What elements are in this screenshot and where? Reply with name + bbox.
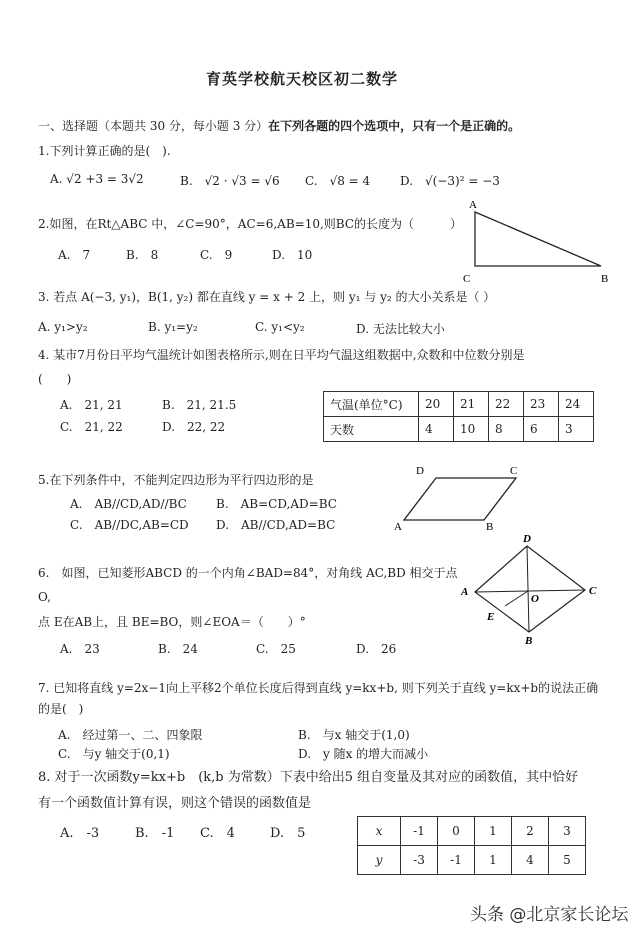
- q2-stem: 2.如图，在Rt△ABC 中，∠C=90°，AC=6,AB=10,则BC的长度为（ ）: [38, 217, 462, 231]
- q2-option-a: A. 7: [58, 248, 91, 262]
- label-a: A: [469, 199, 477, 211]
- table-cell: 3: [549, 817, 586, 846]
- label-d: D: [416, 465, 424, 477]
- q6-stem-line1: 6. 如图，已知菱形ABCD 的一个内角∠BAD=84°，对角线 AC,BD 相交于点: [38, 566, 458, 580]
- q6-option-d: D. 26: [356, 642, 397, 656]
- table-cell: 8: [489, 417, 524, 442]
- diagonal-ac: [475, 590, 585, 592]
- q3-option-b: B. y₁=y₂: [148, 320, 198, 334]
- table-cell: -1: [401, 817, 438, 846]
- parallelogram-abcd: [404, 478, 516, 520]
- q8-function-table: [357, 816, 586, 875]
- table-cell: 2: [512, 817, 549, 846]
- table-row: [324, 392, 594, 417]
- label-a: A: [394, 521, 402, 532]
- table-cell: 20: [419, 392, 454, 417]
- q7-option-c: C. 与y 轴交于(0,1): [58, 747, 170, 761]
- table-row: [358, 846, 586, 875]
- section-instruction: 在下列各题的四个选项中，只有一个是正确的。: [268, 119, 521, 133]
- q1-option-a: A. √2 +3 = 3√2: [50, 172, 144, 186]
- table-cell: 0: [438, 817, 475, 846]
- q3-option-a: A. y₁>y₂: [38, 320, 88, 334]
- q8-stem-line2: 有一个函数值计算有误，则这个错误的函数值是: [38, 796, 312, 811]
- q8-option-d: D. 5: [270, 826, 306, 841]
- q6-rhombus-figure: [455, 532, 605, 647]
- q1-option-b: B. √2 · √3 = √6: [180, 174, 280, 188]
- table-cell: 6: [524, 417, 559, 442]
- table-cell: 1: [475, 846, 512, 875]
- q8-option-b: B. -1: [135, 826, 175, 841]
- label-b: B: [601, 273, 609, 285]
- q5-stem: 5.在下列条件中，不能判定四边形为平行四边形的是: [38, 473, 314, 487]
- label-e: E: [487, 611, 495, 623]
- q4-temperature-table: [323, 391, 594, 442]
- q8-option-a: A. -3: [60, 826, 100, 841]
- section-heading-text: 一、选择题（本题共 30 分，每小题 3 分）: [38, 119, 269, 133]
- q7-stem-line2: 的是( ): [38, 702, 84, 716]
- table-cell: 3: [559, 417, 594, 442]
- q7-stem-line1: 7. 已知将直线 y=2x−1向上平移2个单位长度后得到直线 y=kx+b, 则下列关于直线 y=kx+b的说法正确: [38, 681, 599, 695]
- table-cell: 1: [475, 817, 512, 846]
- q2-option-d: D. 10: [272, 248, 313, 262]
- table-cell: 10: [454, 417, 489, 442]
- q4-stem: 4. 某市7月份日平均气温统计如图表格所示,则在日平均气温这组数据中,众数和中位数分别是: [38, 348, 525, 362]
- q6-stem-line2: O,: [38, 590, 51, 604]
- diagonal-bd: [527, 546, 529, 632]
- q5-option-a: A. AB//CD,AD//BC: [70, 497, 187, 511]
- table-cell: 5: [549, 846, 586, 875]
- label-b: B: [486, 521, 494, 532]
- q5-option-c: C. AB//DC,AB=CD: [70, 518, 189, 532]
- table-cell: 4: [419, 417, 454, 442]
- q6-option-b: B. 24: [158, 642, 198, 656]
- page-title: 育英学校航天校区初二数学: [206, 70, 399, 88]
- table-row: [358, 817, 586, 846]
- q1-stem: 1.下列计算正确的是( ).: [38, 144, 171, 158]
- q7-option-d: D. y 随x 的增大而减小: [298, 747, 429, 761]
- label-c: C: [589, 585, 597, 597]
- label-c: C: [510, 465, 518, 477]
- q3-option-d: D. 无法比较大小: [356, 322, 445, 336]
- table-cell: 4: [512, 846, 549, 875]
- q8-option-c: C. 4: [200, 826, 235, 841]
- q6-option-c: C. 25: [256, 642, 296, 656]
- table-cell: 气温(单位°C): [324, 392, 419, 417]
- segment-eo: [505, 591, 528, 606]
- q5-option-d: D. AB//CD,AD=BC: [216, 518, 336, 532]
- table-cell: x: [358, 817, 401, 846]
- q2-triangle-figure: [455, 194, 615, 286]
- section-heading: [38, 117, 520, 134]
- q3-stem: 3. 若点 A(−3, y₁)，B(1, y₂) 都在直线 y = x + 2 上，则 y₁ 与 y₂ 的大小关系是（ ）: [38, 290, 496, 304]
- label-c: C: [463, 273, 471, 285]
- table-cell: 24: [559, 392, 594, 417]
- q6-stem-line3: 点 E在AB上，且 BE=BO，则∠EOA＝（ ）°: [38, 615, 306, 629]
- label-o: O: [531, 593, 539, 605]
- table-cell: 23: [524, 392, 559, 417]
- label-b: B: [525, 635, 533, 647]
- label-d: D: [523, 533, 531, 545]
- table-cell: 21: [454, 392, 489, 417]
- watermark: 头条 @北京家长论坛: [470, 905, 629, 925]
- q2-option-c: C. 9: [200, 248, 233, 262]
- q2-option-b: B. 8: [126, 248, 159, 262]
- table-cell: -3: [401, 846, 438, 875]
- table-cell: 22: [489, 392, 524, 417]
- q5-option-b: B. AB=CD,AD=BC: [216, 497, 337, 511]
- table-row: [324, 417, 594, 442]
- q6-option-a: A. 23: [60, 642, 100, 656]
- table-cell: y: [358, 846, 401, 875]
- table-cell: -1: [438, 846, 475, 875]
- label-a: A: [461, 586, 469, 598]
- q4-option-d: D. 22, 22: [162, 420, 226, 434]
- q5-parallelogram-figure: [390, 460, 530, 532]
- q4-option-b: B. 21, 21.5: [162, 398, 237, 412]
- q1-option-d: D. √(−3)² = −3: [400, 174, 500, 188]
- q8-stem-line1: 8. 对于一次函数y=kx+b (k,b 为常数）下表中给出5 组自变量及其对应的函数值，其中恰好: [38, 770, 579, 785]
- q4-paren: ( ): [38, 372, 72, 386]
- q7-option-b: B. 与x 轴交于(1,0): [298, 728, 410, 742]
- table-cell: 天数: [324, 417, 419, 442]
- q7-option-a: A. 经过第一、二、四象限: [58, 728, 203, 742]
- q3-option-c: C. y₁<y₂: [255, 320, 305, 334]
- q4-option-c: C. 21, 22: [60, 420, 123, 434]
- q1-option-c: C. √8 = 4: [305, 174, 371, 188]
- q4-option-a: A. 21, 21: [60, 398, 123, 412]
- triangle-abc: [475, 212, 601, 266]
